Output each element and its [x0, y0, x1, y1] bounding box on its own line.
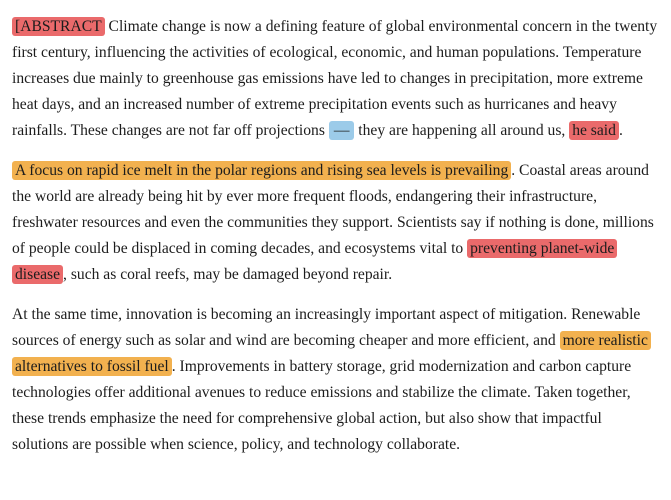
paragraph-3	[12, 302, 661, 458]
highlight-alternatives: more realistic alternatives to fossil fuel	[12, 331, 651, 376]
highlight-em-dash: —	[329, 121, 355, 140]
paragraph-1	[12, 14, 661, 144]
text-segment: , such as coral reefs, may be damaged beyond repair.	[63, 266, 393, 283]
text-segment: . Coastal areas around the world are already being hit by ever more frequent floods, endangering their infrastructure, freshwater resources and even the communities they support. Scientists say if nothing is done, millions of people could be displaced in coming decades, and ecosystems vital to	[12, 162, 654, 257]
paragraph-2	[12, 158, 661, 288]
text-segment: . Improvements in battery storage, grid modernization and carbon capture technologies offer additional avenues to reduce emissions and stabilize the climate. Taken together, these trends emphasize the need for comprehensive global action, but also show that impactful solutions are possible when science, policy, and technology collaborate.	[12, 358, 632, 453]
text-segment: Climate change is now a defining feature of global environmental concern in the twenty first century, influencing the activities of ecological, economic, and human populations. Temperature increases due mainly to greenhouse gas emissions have led to changes in precipitation, more extreme heat days, and an increased number of extreme precipitation events such as hurricanes and heavy rainfalls. These changes are not far off projections	[12, 18, 658, 139]
highlight-ice-melt: A focus on rapid ice melt in the polar regions and rising sea levels is prevailing	[12, 161, 511, 180]
text-segment: .	[618, 122, 623, 139]
text-segment: At the same time, innovation is becoming an increasingly important aspect of mitigation. Renewable sources of energy such as solar and wind are becoming cheaper and more efficient, and	[12, 306, 641, 349]
highlight-planet-wide-disease: preventing planet-wide disease	[12, 239, 617, 284]
highlight-he-said: he said	[569, 121, 619, 140]
highlight-abstract-tag: [ABSTRACT	[12, 17, 105, 36]
text-segment: they are happening all around us,	[354, 122, 570, 139]
